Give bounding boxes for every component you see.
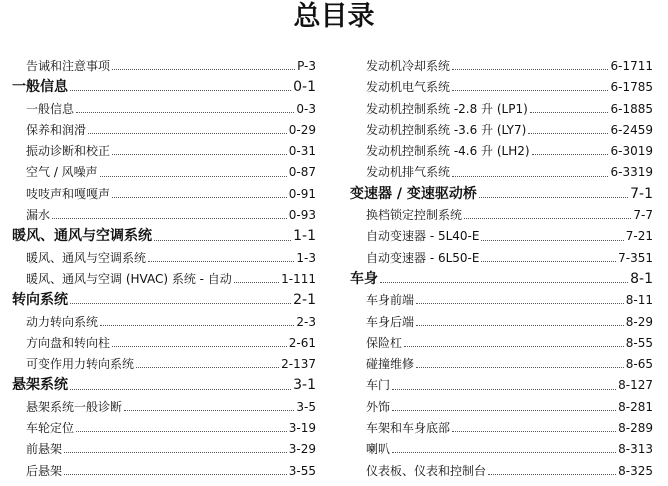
dot-leader [100, 176, 287, 177]
toc-entry-page-number: 8-313 [618, 442, 653, 457]
dot-leader [380, 282, 628, 283]
toc-entry-label: 空气 / 风噪声 [26, 165, 98, 180]
toc-entry-label: 悬架系统 [12, 377, 68, 394]
toc-entry-label: 可变作用力转向系统 [26, 357, 135, 372]
dot-leader [481, 261, 616, 262]
toc-entry-label: 暖风、通风与空调 (HVAC) 系统 - 自动 [26, 271, 232, 286]
dot-leader [452, 69, 608, 70]
toc-entry[interactable] [350, 205, 653, 226]
toc-entry-label: 漏水 [26, 208, 51, 223]
dot-leader [488, 474, 616, 475]
toc-entry-page-number: 0-91 [288, 186, 316, 201]
toc-entry-label: 振动诊断和校正 [26, 144, 111, 159]
toc-entry-page-number: 3-19 [288, 421, 316, 436]
toc-entry-label: 仪表板、仪表和控制台 [366, 463, 487, 478]
toc-entry-page-number: 1-111 [281, 271, 316, 286]
dot-leader [532, 154, 609, 155]
toc-entry[interactable] [350, 77, 653, 98]
toc-entry-page-number: 6-2459 [610, 122, 653, 137]
toc-section-entry[interactable] [350, 184, 653, 205]
toc-entry-page-number: 0-3 [296, 101, 316, 116]
toc-entry-page-number: 8-325 [618, 463, 653, 478]
toc-entry-page-number: 3-29 [288, 442, 316, 457]
dot-leader [136, 367, 279, 368]
dot-leader [124, 410, 294, 411]
toc-entry-page-number: 2-137 [281, 357, 316, 372]
toc-entry-label: 变速器 / 变速驱动桥 [350, 185, 477, 202]
toc-entry[interactable] [12, 141, 316, 162]
toc-entry-page-number: P-3 [297, 59, 316, 73]
toc-entry[interactable] [350, 141, 653, 162]
toc-entry-label: 换档锁定控制系统 [366, 208, 463, 223]
toc-entry-page-number: 0-29 [288, 122, 316, 137]
toc-entry[interactable] [350, 439, 653, 460]
toc-entry-page-number: 6-3019 [610, 144, 653, 159]
toc-entry[interactable] [350, 120, 653, 141]
toc-entry-page-number: 3-1 [293, 377, 316, 394]
toc-entry-label: 方向盘和转向柱 [26, 335, 111, 350]
toc-entry-label: 自动变速器 - 6L50-E [366, 250, 480, 265]
toc-entry-label: 车身后端 [366, 314, 415, 329]
toc-entry-page-number: 2-3 [296, 314, 316, 329]
toc-entry[interactable] [12, 397, 316, 418]
toc-entry-label: 告诫和注意事项 [26, 59, 111, 73]
toc-entry-label: 发动机排气系统 [366, 165, 451, 180]
dot-leader [234, 282, 279, 283]
toc-entry-label: 发动机控制系统 -3.6 升 (LY7) [366, 122, 527, 137]
toc-entry[interactable] [12, 269, 316, 290]
dot-leader [392, 410, 616, 411]
toc-entry[interactable] [12, 248, 316, 269]
toc-entry-page-number: 6-3319 [610, 165, 653, 180]
toc-entry-page-number: 6-1785 [610, 80, 653, 95]
toc-entry-label: 一般信息 [12, 79, 68, 96]
toc-entry-label: 发动机冷却系统 [366, 59, 451, 73]
toc-left-column [12, 56, 316, 482]
toc-entry-page-number: 7-1 [630, 185, 653, 202]
dot-leader [76, 431, 287, 432]
dot-leader [52, 218, 287, 219]
toc-entry[interactable] [12, 99, 316, 120]
toc-entry-page-number: 6-1885 [610, 101, 653, 116]
toc-entry-label: 车身 [350, 270, 378, 287]
toc-entry-page-number: 8-65 [625, 357, 653, 372]
dot-leader [70, 90, 291, 91]
toc-entry-page-number: 8-127 [618, 378, 653, 393]
dot-leader [392, 389, 616, 390]
toc-entry[interactable] [350, 354, 653, 375]
toc-entry-page-number: 8-55 [625, 335, 653, 350]
dot-leader [88, 133, 287, 134]
dot-leader [416, 367, 624, 368]
toc-entry-label: 保养和润滑 [26, 122, 87, 137]
toc-entry-page-number: 3-5 [296, 399, 316, 414]
dot-leader [452, 431, 616, 432]
dot-leader [70, 389, 291, 390]
dot-leader [464, 218, 631, 219]
toc-entry-label: 后悬架 [26, 463, 63, 478]
toc-entry-label: 悬架系统一般诊断 [26, 399, 123, 414]
dot-leader [481, 240, 623, 241]
toc-entry[interactable] [12, 439, 316, 460]
toc-entry[interactable] [350, 333, 653, 354]
toc-entry-label: 暖风、通风与空调系统 [26, 250, 147, 265]
toc-entry-label: 车架和车身底部 [366, 421, 451, 436]
toc-entry-page-number: 1-1 [293, 228, 316, 245]
toc-entry-label: 一般信息 [26, 101, 75, 116]
dot-leader [70, 303, 291, 304]
toc-entry-page-number: 1-3 [296, 250, 316, 265]
toc-entry-page-number: 6-1711 [610, 59, 653, 73]
dot-leader [64, 452, 287, 453]
toc-entry-label: 动力转向系统 [26, 314, 99, 329]
toc-entry[interactable] [12, 312, 316, 333]
toc-entry-label: 前悬架 [26, 442, 63, 457]
toc-entry-page-number: 3-55 [288, 463, 316, 478]
dot-leader [452, 90, 608, 91]
toc-section-entry[interactable] [12, 226, 316, 247]
toc-entry[interactable] [12, 120, 316, 141]
toc-section-entry[interactable] [350, 269, 653, 290]
dot-leader [76, 112, 294, 113]
toc-entry[interactable] [350, 375, 653, 396]
dot-leader [530, 112, 609, 113]
toc-right-column [350, 56, 653, 482]
toc-entry-label: 车门 [366, 378, 391, 393]
toc-entry[interactable] [350, 312, 653, 333]
toc-entry[interactable] [350, 56, 653, 77]
toc-section-entry[interactable] [12, 290, 316, 311]
toc-entry-label: 喇叭 [366, 442, 391, 457]
toc-entry[interactable] [12, 205, 316, 226]
dot-leader [452, 176, 608, 177]
dot-leader [100, 325, 294, 326]
toc-entry-page-number: 8-29 [625, 314, 653, 329]
dot-leader [416, 303, 624, 304]
toc-entry-page-number: 7-21 [625, 229, 653, 244]
toc-entry[interactable] [12, 333, 316, 354]
toc-entry-page-number: 0-31 [288, 144, 316, 159]
dot-leader [112, 69, 295, 70]
toc-entry-label: 碰撞维修 [366, 357, 415, 372]
toc-entry[interactable] [350, 397, 653, 418]
toc-entry-page-number: 2-61 [288, 335, 316, 350]
toc-entry-page-number: 7-7 [633, 208, 653, 223]
toc-entry[interactable] [12, 162, 316, 183]
dot-leader [392, 452, 616, 453]
toc-entry-label: 保险杠 [366, 335, 403, 350]
dot-leader [479, 197, 628, 198]
toc-entry[interactable] [350, 418, 653, 439]
toc-entry-label: 车身前端 [366, 293, 415, 308]
toc-entry-label: 车轮定位 [26, 421, 75, 436]
toc-entry-page-number: 2-1 [293, 292, 316, 309]
dot-leader [154, 240, 291, 241]
toc-entry[interactable] [350, 162, 653, 183]
dot-leader [64, 474, 287, 475]
toc-entry-label: 外饰 [366, 399, 391, 414]
toc-entry[interactable] [350, 226, 653, 247]
toc-section-entry[interactable] [12, 77, 316, 98]
toc-entry-page-number: 7-351 [618, 250, 653, 265]
toc-section-entry[interactable] [12, 375, 316, 396]
toc-entry-page-number: 8-289 [618, 421, 653, 436]
toc-entry-label: 发动机控制系统 -4.6 升 (LH2) [366, 144, 530, 159]
toc-entry-label: 发动机电气系统 [366, 80, 451, 95]
toc-entry-label: 暖风、通风与空调系统 [12, 228, 152, 245]
toc-entry-page-number: 0-1 [293, 79, 316, 96]
dot-leader [112, 154, 287, 155]
dot-leader [112, 346, 287, 347]
toc-entry[interactable] [12, 184, 316, 205]
toc-entry-label: 吱吱声和嘎嘎声 [26, 186, 111, 201]
toc-entry[interactable] [12, 354, 316, 375]
toc-entry[interactable] [350, 461, 653, 482]
toc-entry-label: 转向系统 [12, 292, 68, 309]
toc-entry[interactable] [350, 248, 653, 269]
toc-entry[interactable] [12, 461, 316, 482]
toc-entry-label: 自动变速器 - 5L40-E [366, 229, 480, 244]
toc-entry-page-number: 8-11 [625, 293, 653, 308]
dot-leader [416, 325, 624, 326]
toc-entry[interactable] [350, 99, 653, 120]
toc-entry-label: 发动机控制系统 -2.8 升 (LP1) [366, 101, 528, 116]
toc-entry[interactable] [12, 56, 316, 77]
page-title: 总目录 [293, 1, 375, 32]
dot-leader [528, 133, 608, 134]
toc-entry-page-number: 8-1 [630, 270, 653, 287]
dot-leader [404, 346, 624, 347]
toc-entry-page-number: 0-93 [288, 208, 316, 223]
dot-leader [148, 261, 294, 262]
toc-entry-page-number: 0-87 [288, 165, 316, 180]
dot-leader [112, 197, 287, 198]
toc-entry-page-number: 8-281 [618, 399, 653, 414]
toc-entry[interactable] [12, 418, 316, 439]
toc-entry[interactable] [350, 290, 653, 311]
